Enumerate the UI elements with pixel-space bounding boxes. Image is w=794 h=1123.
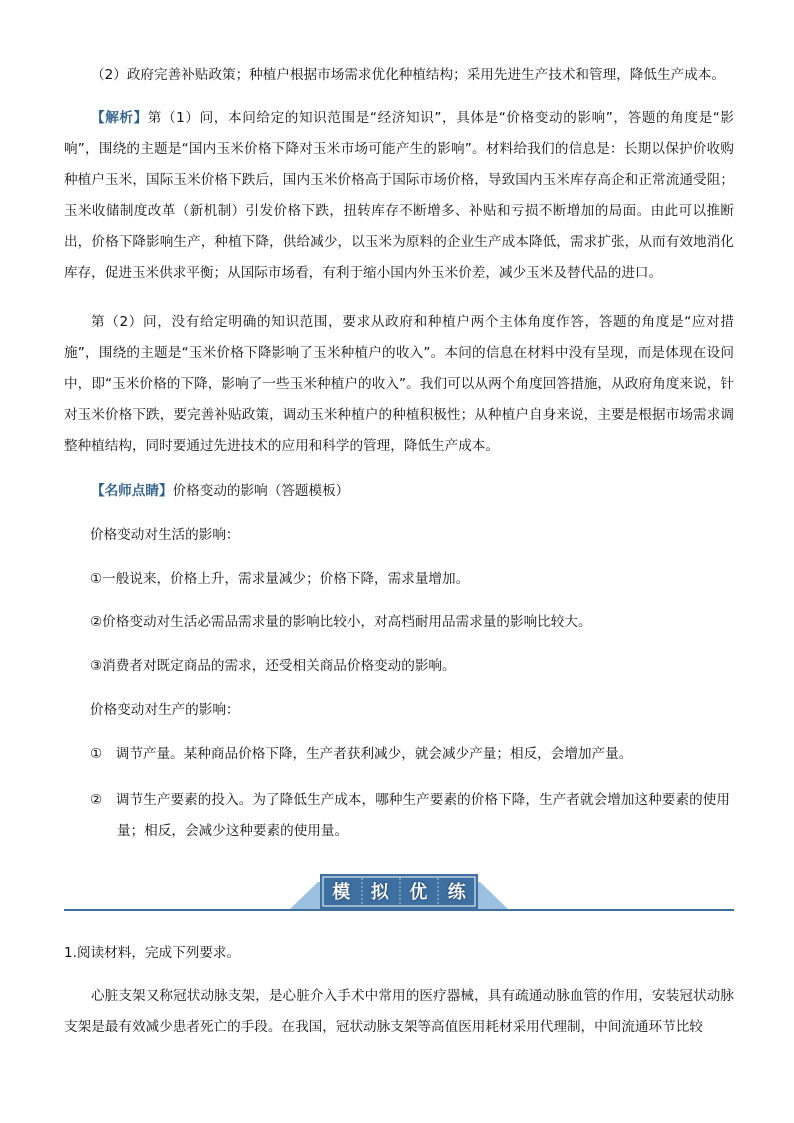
banner-char: 优: [409, 882, 428, 903]
life-item-2: ②价格变动对生活必需品需求量的影响比较小，对高档耐用品需求量的影响比较大。: [90, 614, 592, 630]
production-item-2: ② 调节生产要素的投入。为了降低生产成本，哪种生产要素的价格下降，生产者就会增加这种要素的使用量；相反，会减少这种要素的使用量。: [90, 792, 730, 839]
tips-title: 价格变动的影响（答题模板）: [172, 483, 350, 499]
life-item-3: ③消费者对既定商品的需求，还受相关商品价格变动的影响。: [90, 658, 456, 674]
analysis-paragraph-2: 第（2）问，没有给定明确的知识范围，要求从政府和种植户两个主体角度作答，答题的角度是“应对措施”，围绕的主题是“玉米价格下降影响了玉米种植户的收入”。本问的信息在材料中没有呈现，而是体现在设问中，即“玉米价格的下降，影响了一些玉米种植户的收入”。我们可以从两个角度回答措施，从政府角度来说，针对玉米价格下跌，要完善补贴政策，调动玉米种植户的种植积极性；从种植户自身来说，主要是根据市场需求调整种植结构，同时要通过先进技术的应用和科学的管理，降低生产成本。: [64, 314, 734, 454]
life-item-1: ①一般说来，价格上升，需求量减少；价格下降，需求量增加。: [90, 571, 470, 587]
analysis-paragraph-1: [64, 103, 734, 289]
tips-tag: 【名师点睛】: [91, 483, 173, 499]
life-heading: 价格变动对生活的影响：: [90, 527, 240, 543]
banner-char: 练: [447, 882, 466, 903]
production-item-1: ① 调节产量。某种商品价格下降，生产者获利减少，就会减少产量；相反，会增加产量。: [90, 746, 633, 762]
exercise-material: 心脏支架又称冠状动脉支架，是心脏介入手术中常用的医疗器械，具有疏通动脉血管的作用，安装冠状动脉支架是最有效减少患者死亡的手段。在我国，冠状动脉支架等高值医用耗材采用代理制，中间流通环节比较: [64, 988, 734, 1035]
production-heading: 价格变动对生产的影响：: [90, 702, 240, 718]
analysis-text-1: 第（1）问，本问给定的知识范围是“经济知识”，具体是“价格变动的影响”，答题的角度是“影响”，围绕的主题是“国内玉米价格下降对玉米市场可能产生的影响”。材料给我们的信息是：长期以保护价收购种植户玉米，国际玉米价格下跌后，国内玉米价格高于国际市场价格，导致国内玉米库存高企和正常流通受阻；玉米收储制度改革（新机制）引发价格下跌，扭转库存不断增多、补贴和亏损不断增加的局面。由此可以推断出，价格下降影响生产，种植下降，供给减少，以玉米为原料的企业生产成本降低，需求扩张，从而有效地消化库存，促进玉米供求平衡；从国际市场看，有利于缩小国内外玉米价差，减少玉米及替代品的进口。: [64, 110, 735, 281]
answer-part-2: （2）政府完善补贴政策；种植户根据市场需求优化种植结构；采用先进生产技术和管理，降低生产成本。: [91, 67, 725, 83]
banner-box: [290, 874, 508, 909]
tips-heading: [64, 476, 734, 507]
banner-title: [322, 876, 476, 910]
exercise-question: 1.阅读材料，完成下列要求。: [64, 945, 241, 961]
analysis-tag: 【解析】: [91, 110, 148, 126]
banner-char: 拟: [370, 882, 389, 903]
banner-char: 模: [332, 882, 351, 903]
section-banner: [64, 868, 734, 918]
